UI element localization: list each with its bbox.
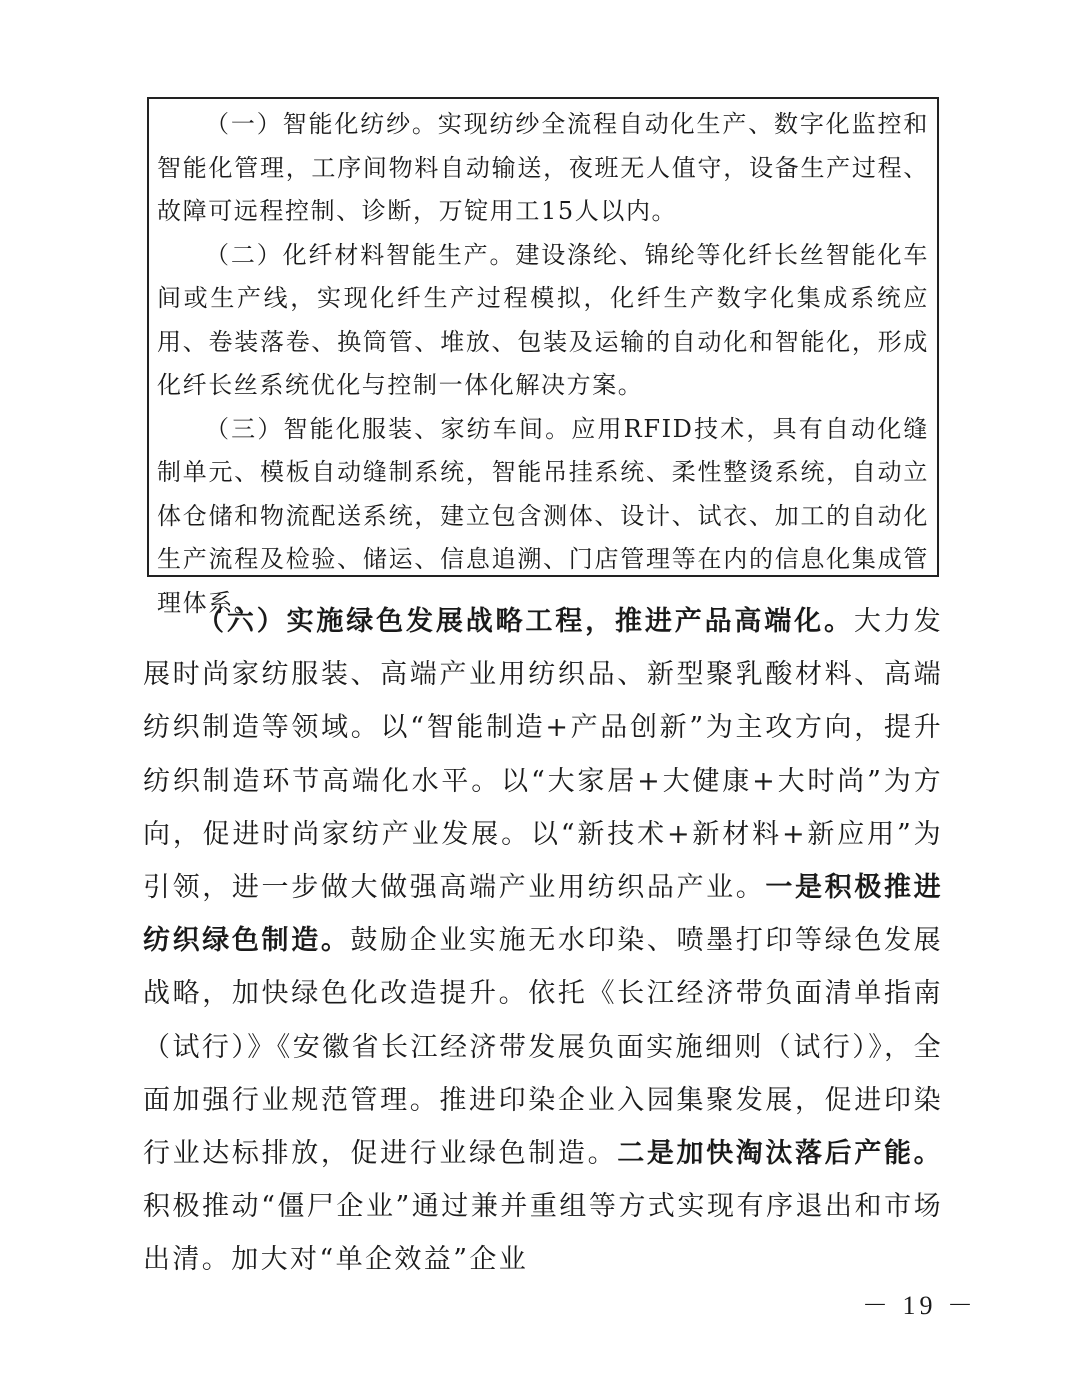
page-number: － 19 －	[862, 1291, 978, 1320]
main-body-section	[143, 595, 943, 1287]
box-paragraph-chemical-fiber: （二）化纤材料智能生产。建设涤纶、锦纶等化纤长丝智能化车间或生产线，实现化纤生产过程模拟，化纤生产数字化集成系统应用、卷装落卷、换筒管、堆放、包装及运输的自动化和智能化，形成化纤长丝系统优化与控制一体化解决方案。	[157, 240, 929, 399]
section-heading: （六）实施绿色发展战略工程，推进产品高端化。	[197, 606, 854, 637]
body-text-2: 鼓励企业实施无水印染、喷墨打印等绿色发展战略，加快绿色化改造提升。依托《长江经济带负面清单指南（试行）》《安徽省长江经济带发展负面实施细则（试行）》，全面加强行业规范管理。推进印染企业入园集聚发展，促进印染行业达标排放，促进行业绿色制造。	[143, 925, 943, 1170]
bold-point-2: 二是加快淘汰落后产能。	[617, 1138, 943, 1170]
bold-point-1: 一是积极推进纺织绿色制造。	[143, 872, 943, 957]
body-text-1: 大力发展时尚家纺服装、高端产业用纺织品、新型聚乳酸材料、高端纺织制造等领域。以“智能制造+产品创新”为主攻方向，提升纺织制造环节高端化水平。以“大家居+大健康+大时尚”为方向，促进时尚家纺产业发展。以“新技术+新材料+新应用”为引领，进一步做大做强高端产业用纺织品产业。	[143, 606, 943, 904]
main-paragraph	[143, 595, 943, 1287]
boxed-requirements-section	[147, 97, 939, 617]
box-paragraph-smart-spinning: （一）智能化纺纱。实现纺纱全流程自动化生产、数字化监控和智能化管理，工序间物料自动输送，夜班无人值守，设备生产过程、故障可远程控制、诊断，万锭用工15人以内。	[157, 110, 929, 225]
box-paragraph-garment-workshop: （三）智能化服装、家纺车间。应用RFID技术，具有自动化缝制单元、模板自动缝制系统，智能吊挂系统、柔性整烫系统，自动立体仓储和物流配送系统，建立包含测体、设计、试衣、加工的自动化生产流程及检验、储运、信息追溯、门店管理等在内的信息化集成管理体系。	[157, 414, 929, 617]
body-text-3: 积极推动“僵尸企业”通过兼并重组等方式实现有序退出和市场出清。加大对“单企效益”企业	[143, 1191, 943, 1276]
